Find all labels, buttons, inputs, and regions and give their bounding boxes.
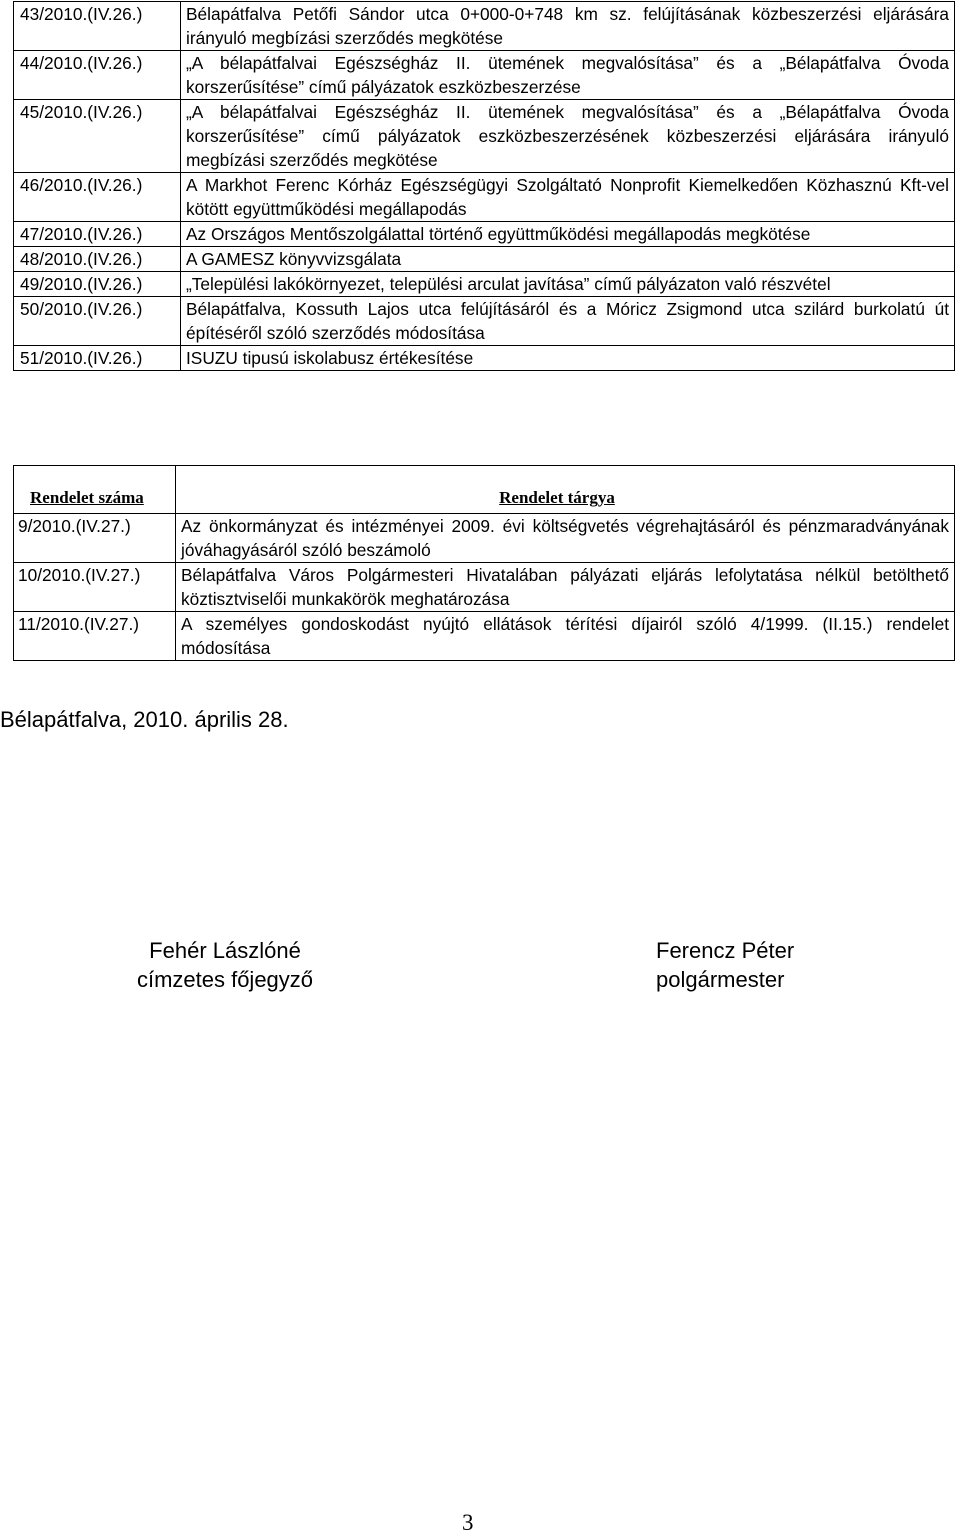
resolution-number: 46/2010.(IV.26.) xyxy=(14,173,181,222)
resolution-number: 50/2010.(IV.26.) xyxy=(14,297,181,346)
table-row xyxy=(14,514,955,563)
decree-subject-header-label: Rendelet tárgya xyxy=(499,488,615,507)
resolution-subject: Bélapátfalva, Kossuth Lajos utca felújításáról és a Móricz Zsigmond utca szilárd burkolatú út építéséről szóló szerződés módosítása xyxy=(181,297,955,346)
table-row xyxy=(14,563,955,612)
decrees-table xyxy=(13,465,955,661)
resolution-number: 48/2010.(IV.26.) xyxy=(14,247,181,272)
signatory-title: polgármester xyxy=(656,967,785,992)
resolution-number: 45/2010.(IV.26.) xyxy=(14,100,181,173)
table-row xyxy=(14,346,955,371)
decree-subject-header xyxy=(176,466,955,514)
resolution-subject: „Települési lakókörnyezet, települési arculat javítása” című pályázaton való részvétel xyxy=(181,272,955,297)
table-row xyxy=(14,297,955,346)
table-row xyxy=(14,51,955,100)
signatory-name: Ferencz Péter xyxy=(656,938,795,963)
table-row xyxy=(14,247,955,272)
decree-number-header xyxy=(14,466,176,514)
resolution-subject: Bélapátfalva Petőfi Sándor utca 0+000-0+748 km sz. felújításának közbeszerzési eljárására irányuló megbízási szerződés megkötése xyxy=(181,2,955,51)
resolutions-table-body xyxy=(14,2,955,371)
resolution-subject: A Markhot Ferenc Kórház Egészségügyi Szolgáltató Nonprofit Kiemelkedően Közhasznú Kft-vel kötött együttműködési megállapodás xyxy=(181,173,955,222)
signatory-mayor xyxy=(656,936,816,994)
resolution-subject: „A bélapátfalvai Egészségház II. ütemének megvalósítása” és a „Bélapátfalva Óvoda korszerűsítése” című pályázatok eszközbeszerzése xyxy=(181,51,955,100)
decree-subject: Az önkormányzat és intézményei 2009. évi költségvetés végrehajtásáról és pénzmaradványának jóváhagyásáról szóló beszámoló xyxy=(176,514,955,563)
resolution-number: 47/2010.(IV.26.) xyxy=(14,222,181,247)
table-row xyxy=(14,272,955,297)
place-and-date: Bélapátfalva, 2010. április 28. xyxy=(0,707,289,732)
resolution-number: 44/2010.(IV.26.) xyxy=(14,51,181,100)
resolutions-table xyxy=(13,1,955,371)
decree-number: 11/2010.(IV.27.) xyxy=(14,612,176,661)
decrees-table-body xyxy=(14,466,955,661)
resolution-subject: ISUZU tipusú iskolabusz értékesítése xyxy=(181,346,955,371)
decree-subject: A személyes gondoskodást nyújtó ellátások térítési díjairól szóló 4/1999. (II.15.) rendelet módosítása xyxy=(176,612,955,661)
table-row xyxy=(14,100,955,173)
table-row xyxy=(14,173,955,222)
resolution-subject: „A bélapátfalvai Egészségház II. ütemének megvalósítása” és a „Bélapátfalva Óvoda korszerűsítése” című pályázatok eszközbeszerzésének közbeszerzési eljárására irányuló megbízási szerződés megkötése xyxy=(181,100,955,173)
signatory-name: Fehér Lászlóné xyxy=(149,938,301,963)
resolution-number: 49/2010.(IV.26.) xyxy=(14,272,181,297)
table-row xyxy=(14,2,955,51)
resolution-subject: A GAMESZ könyvvizsgálata xyxy=(181,247,955,272)
resolution-number: 43/2010.(IV.26.) xyxy=(14,2,181,51)
decree-number: 10/2010.(IV.27.) xyxy=(14,563,176,612)
signatory-notary xyxy=(124,936,326,994)
decrees-header-row xyxy=(14,466,955,514)
decree-number-header-label: Rendelet száma xyxy=(30,488,144,507)
table-row xyxy=(14,222,955,247)
resolution-number: 51/2010.(IV.26.) xyxy=(14,346,181,371)
decree-subject: Bélapátfalva Város Polgármesteri Hivatalában pályázati eljárás lefolytatása nélkül betölthető köztisztviselői munkakörök meghatározása xyxy=(176,563,955,612)
signatory-title: címzetes főjegyző xyxy=(136,967,314,992)
resolution-subject: Az Országos Mentőszolgálattal történő együttműködési megállapodás megkötése xyxy=(181,222,955,247)
page-number: 3 xyxy=(462,1510,474,1535)
table-row xyxy=(14,612,955,661)
decree-number: 9/2010.(IV.27.) xyxy=(14,514,176,563)
